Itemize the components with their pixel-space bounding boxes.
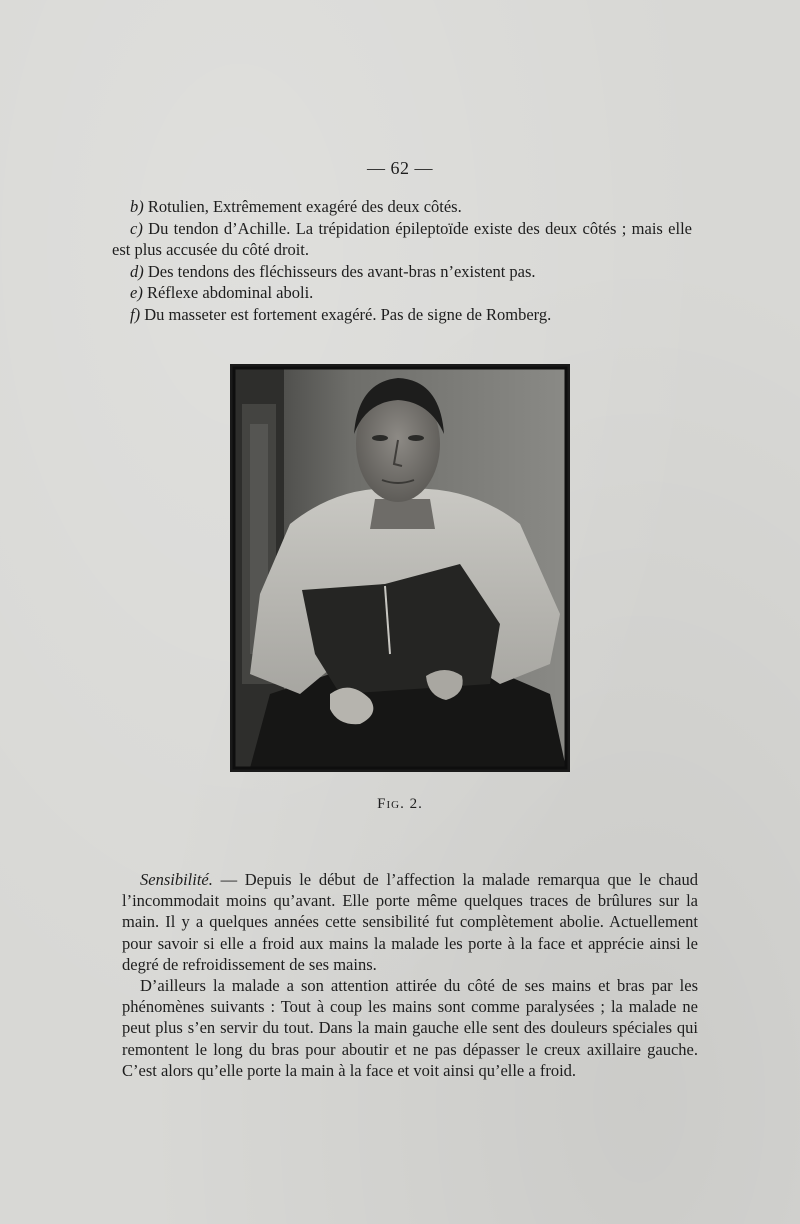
patient-photograph [230, 364, 570, 772]
page-number: — 62 — [367, 158, 433, 178]
reflex-letter: f) [130, 304, 141, 324]
reflex-text: Du tendon d’Achille. La trépidation épileptoïde existe des deux côtés ; mais elle est plus accusée du côté droit. [112, 218, 692, 259]
reflex-letter: b) [130, 197, 144, 216]
reflex-letter: c) [130, 218, 143, 238]
figure-caption: Fig. 2. [377, 796, 423, 812]
section-title: Sensibilité. [140, 870, 213, 889]
reflex-text: Rotulien, Extrêmement exagéré des deux côtés. [143, 197, 462, 216]
reflex-item-f [112, 304, 692, 326]
reflex-text: Des tendons des fléchisseurs des avant-bras n’existent pas. [143, 261, 536, 281]
sensibilite-paragraph-1 [122, 869, 698, 975]
reflex-text: Du masseter est fortement exagéré. Pas de signe de Romberg. [140, 304, 552, 324]
reflex-item-d [112, 261, 692, 283]
photograph-image [230, 364, 570, 772]
reflex-item-e [112, 282, 692, 304]
reflex-letter: e) [130, 283, 143, 302]
reflex-item-c [112, 218, 692, 261]
sensibilite-paragraph-2: D’ailleurs la malade a son attention attirée du côté de ses mains et bras par les phénomènes suivants : Tout à coup les mains sont comme paralysées ; la malade ne peut plus s’en servir du tout. Dans la main gauche elle sent des douleurs spéciales qui remontent le long du bras pour aboutir et ne pas dépasser le creux axillaire gauche. C’est alors qu’elle porte la main à la face et voit ainsi qu’elle a froid. [122, 976, 698, 1080]
reflex-text: Réflexe abdominal aboli. [142, 283, 314, 302]
paragraph-text: — Depuis le début de l’affection la malade remarqua que le chaud l’incommodait moins qu’avant. Elle porte même quelques traces de brûlures sur la main. Il y a quelques années cette sensibilité fut complètement abolie. Actuellement pour savoir si elle a froid aux mains la malade les porte à la face et apprécie ainsi le degré de refroidissement de ses mains. [122, 870, 698, 974]
sensibilite-section [122, 869, 698, 1081]
reflex-letter: d) [130, 261, 144, 281]
reflex-list [112, 196, 692, 325]
reflex-item-b [112, 196, 692, 218]
